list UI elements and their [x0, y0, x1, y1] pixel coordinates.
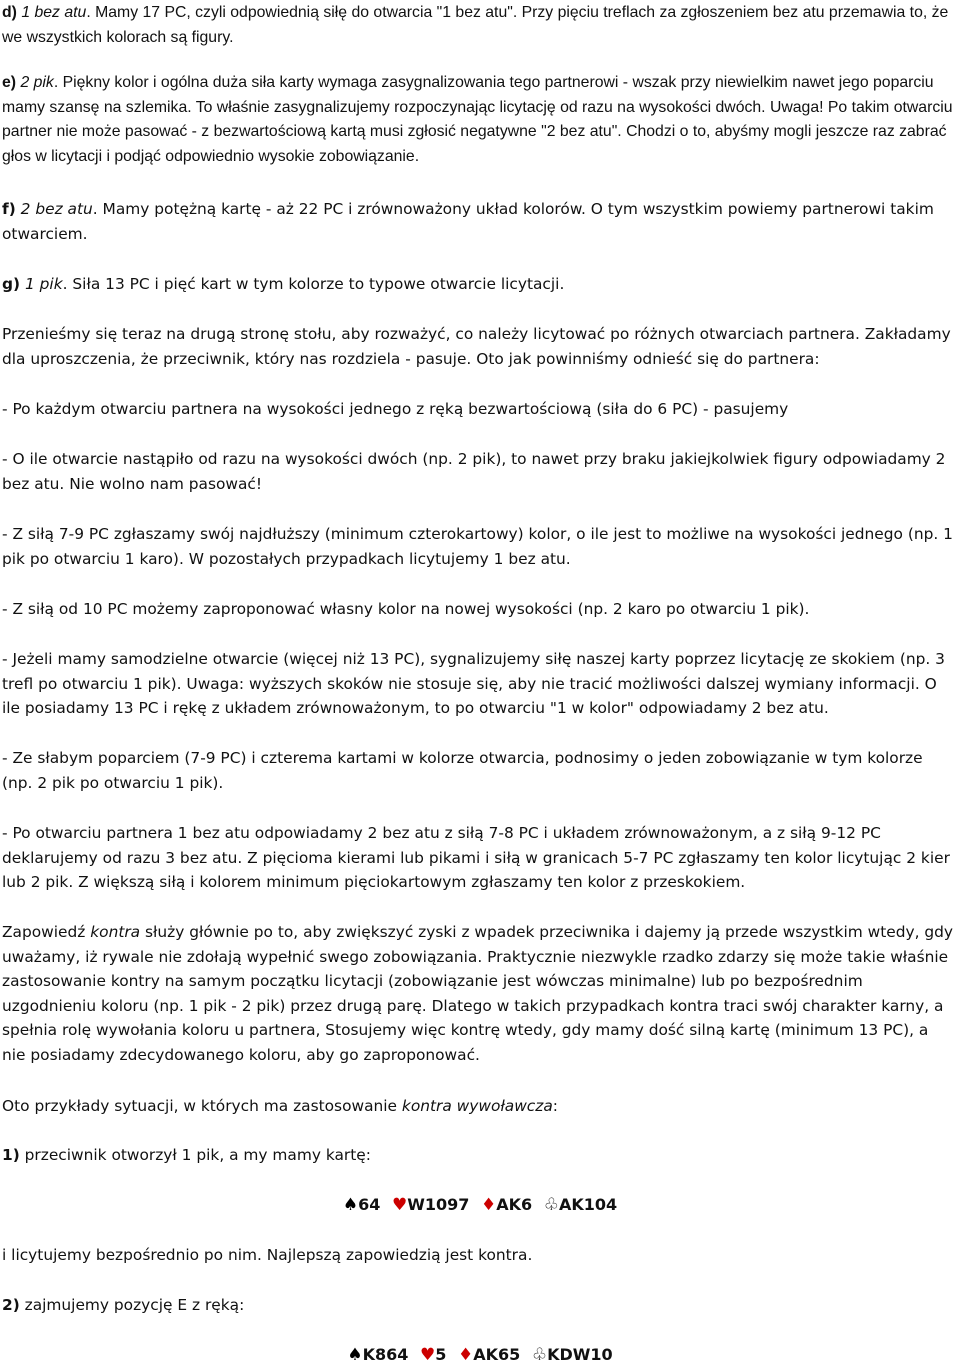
example-1	[2, 1143, 956, 1168]
rule-6: - Ze słabym poparciem (7-9 PC) i czterema kartami w kolorze otwarcia, podnosimy o jeden zobowiązanie w tym kolorze (np. 2 pik po otwarciu 1 pik).	[2, 749, 923, 792]
suit-hearts	[420, 1343, 446, 1368]
example-1-after: i licytujemy bezpośrednio po nim. Najlepszą zapowiedzią jest kontra.	[2, 1246, 533, 1264]
paragraph-g	[2, 272, 956, 297]
rule-1: - Po każdym otwarciu partnera na wysokości jednego z ręką bezwartościową (siła do 6 PC) - pasujemy	[2, 400, 789, 418]
paragraph-kontra	[2, 920, 956, 1067]
rule-7: - Po otwarciu partnera 1 bez atu odpowiadamy 2 bez atu z siłą 7-8 PC i układem zrównoważonym, a z siłą 9-12 PC deklarujemy od razu 3 bez atu. Z pięcioma kierami lub pikami i siłą w granicach 5-7 PC zgłaszamy ten kolor licytując 2 kier lub 2 pik. Z większą siłą i kolorem minimum pięciokartowym zgłaszamy ten kolor z przeskokiem.	[2, 824, 950, 891]
item-label: g)	[2, 275, 21, 293]
spade-icon: ♠	[347, 1345, 363, 1365]
item-label: f)	[2, 200, 16, 218]
rule-4: - Z siłą od 10 PC możemy zaproponować własny kolor na nowej wysokości (np. 2 karo po otwarciu 1 pik).	[2, 600, 810, 618]
paragraph-intro: Przenieśmy się teraz na drugą stronę stołu, aby rozważyć, co należy licytować po różnych otwarciach partnera. Zakładamy dla uproszczenia, że przeciwnik, który nas rozdziela - pasuje. Oto jak powinniśmy odnieść się do partnera:	[2, 325, 951, 368]
spades-cards: K864	[362, 1345, 409, 1364]
club-icon: ♧	[543, 1195, 559, 1215]
paragraph-text: . Mamy 17 PC, czyli odpowiednią siłę do otwarcia "1 bez atu". Przy pięciu treflach za zgłoszeniem bez atu przemawia to, że we wszystkich kolorach są figury.	[2, 4, 949, 46]
suit-hearts	[392, 1193, 469, 1218]
diamonds-cards: AK65	[473, 1345, 521, 1364]
club-icon: ♧	[531, 1345, 548, 1365]
paragraph-text: przeciwnik otworzył 1 pik, a my mamy kartę:	[19, 1146, 371, 1164]
rule-5: - Jeżeli mamy samodzielne otwarcie (więcej niż 13 PC), sygnalizujemy siłę naszej karty poprzez licytację ze skokiem (np. 3 trefl po otwarciu 1 pik). Uwaga: wyższych skoków nie stosuje się, aby nie tracić możliwości dalszej wymiany informacji. O ile posiadamy 13 PC i rękę z układem zrównoważonym, to po otwarciu "1 w kolor" odpowiadamy 2 bez atu.	[2, 650, 945, 717]
suit-diamonds	[458, 1343, 520, 1368]
heart-icon: ♥	[419, 1345, 436, 1365]
paragraph-e	[2, 71, 956, 169]
paragraph-text: Zapowiedź	[2, 923, 91, 941]
hearts-cards: 5	[435, 1345, 447, 1364]
diamonds-cards: AK6	[496, 1195, 533, 1214]
kontra-term: kontra	[90, 923, 141, 941]
spades-cards: 64	[358, 1195, 381, 1214]
diamond-icon: ♦	[457, 1345, 474, 1365]
bid-term: 1 pik	[24, 275, 63, 293]
bid-term: 2 bez atu	[20, 200, 93, 218]
paragraph-f	[2, 197, 956, 246]
heart-icon: ♥	[391, 1195, 408, 1215]
suit-clubs	[544, 1193, 617, 1218]
item-label: 2)	[2, 1296, 20, 1314]
bid-term: 1 bez atu	[21, 4, 87, 21]
paragraph-text: służy głównie po to, aby zwiększyć zyski z wpadek przeciwnika i dajemy ją przede wszystkim wtedy, gdy uważamy, iż rywale nie zdołają wypełnić swego zobowiązania. Praktycznie niezwykle rzadko zdarzy się może takie właśnie zastosowanie kontry na samym początku licytacji (zobowiązanie jest wówczas minimalne) lub po bezpośrednim uzgodnieniu koloru (np. 1 pik - 2 pik) przez drugą parę. Dlatego w takich przypadkach kontra traci swój charakter karny, a spełnia rolę wywołania koloru u partnera, Stosujemy więc kontrę wtedy, gdy mamy dość silną kartę (minimum 13 PC), a nie posiadamy zdecydowanego koloru, aby go zaproponować.	[2, 923, 954, 1064]
paragraph-text: . Piękny kolor i ogólna duża siła karty wymaga zasygnalizowania tego partnerowi - wszak przy niewielkim nawet jego poparciu mamy szansę na szlemika. To właśnie zasygnalizujemy rozpoczynając licytację od razu na wysokości dwóch. Uwaga! Po takim otwarciu partner nie może pasować - z bezwartościową kartą musi zgłosić negatywne "2 bez atu". Chodzi o to, abyśmy mogli jeszcze raz zabrać głos w licytacji i podjąć odpowiednio wysokie zobowiązanie.	[2, 74, 953, 165]
clubs-cards: KDW10	[547, 1345, 613, 1364]
hand-1	[0, 1193, 960, 1218]
hearts-cards: W1097	[407, 1195, 470, 1214]
paragraph-text: . Siła 13 PC i pięć kart w tym kolorze to typowe otwarcie licytacji.	[62, 275, 565, 293]
item-label: e)	[2, 74, 17, 91]
item-label: d)	[2, 4, 17, 21]
rule-2: - O ile otwarcie nastąpiło od razu na wysokości dwóch (np. 2 pik), to nawet przy braku jakiejkolwiek figury odpowiadamy 2 bez atu. Nie wolno nam pasować!	[2, 450, 946, 493]
example-2	[2, 1293, 956, 1318]
suit-clubs	[532, 1343, 613, 1368]
paragraph-text: zajmujemy pozycję E z ręką:	[19, 1296, 245, 1314]
paragraph-text: :	[552, 1097, 558, 1115]
clubs-cards: AK104	[558, 1195, 618, 1214]
paragraph-d	[2, 1, 956, 50]
kontra-wywolawcza-term: kontra wywoławcza	[401, 1097, 553, 1115]
paragraph-examples	[2, 1094, 956, 1119]
bid-term: 2 pik	[20, 74, 54, 91]
paragraph-text: Oto przykłady sytuacji, w których ma zastosowanie	[2, 1097, 402, 1115]
suit-spades	[347, 1343, 408, 1368]
paragraph-text: . Mamy potężną kartę - aż 22 PC i zrównoważony układ kolorów. O tym wszystkim powiemy partnerowi takim otwarciem.	[2, 200, 934, 243]
suit-diamonds	[481, 1193, 532, 1218]
spade-icon: ♠	[342, 1195, 359, 1215]
hand-2	[0, 1343, 960, 1368]
item-label: 1)	[2, 1146, 20, 1164]
diamond-icon: ♦	[480, 1195, 497, 1215]
rule-3: - Z siłą 7-9 PC zgłaszamy swój najdłuższy (minimum czterokartowy) kolor, o ile jest to możliwe na wysokości jednego (np. 1 pik po otwarciu 1 karo). W pozostałych przypadkach licytujemy 1 bez atu.	[2, 525, 953, 568]
suit-spades	[343, 1193, 381, 1218]
